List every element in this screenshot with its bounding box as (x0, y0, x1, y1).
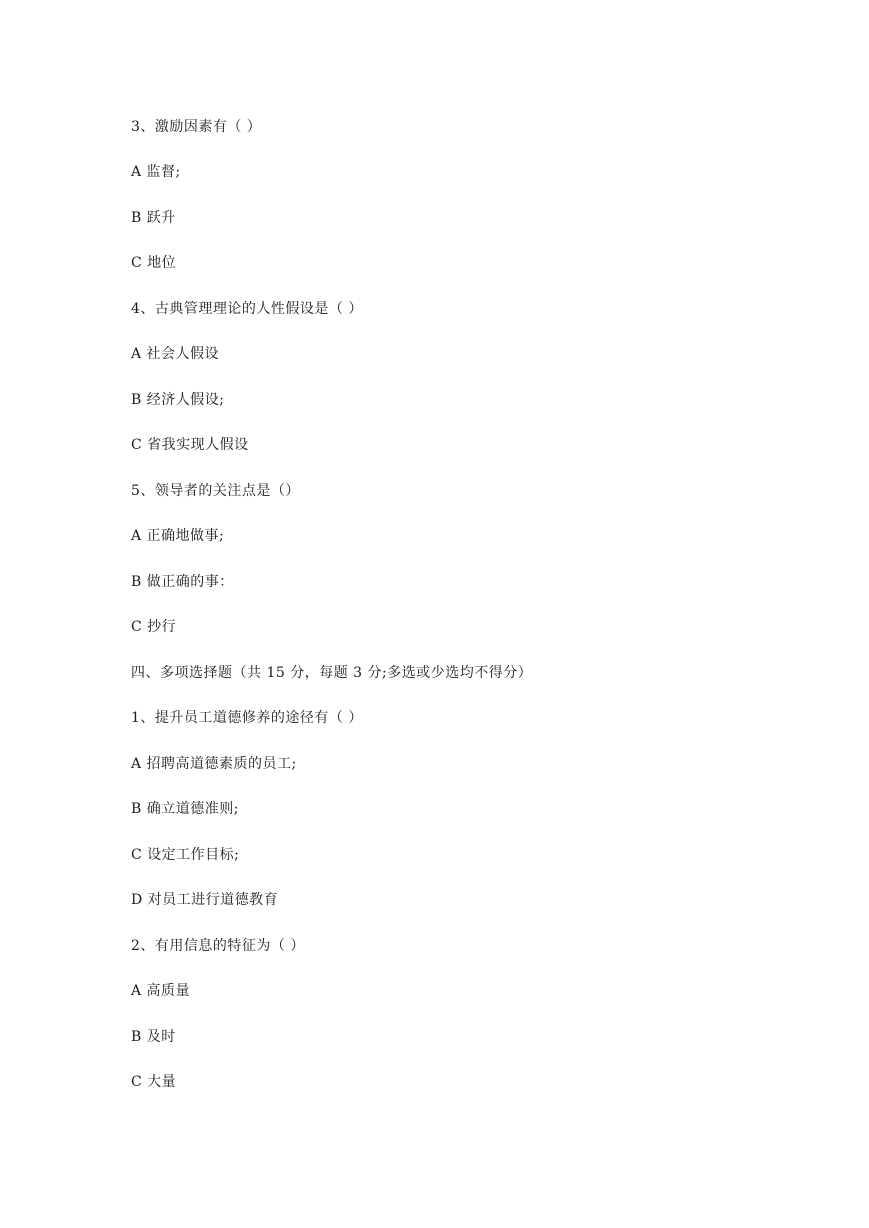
question-3: 3、激励因素有（ ） (131, 119, 262, 135)
mc2-option-a: A 高质量 (131, 983, 191, 999)
mc-question-1: 1、提升员工道德修养的途径有（ ） (131, 710, 363, 726)
mc2-option-c: C 大量 (131, 1074, 177, 1090)
question-5: 5、领导者的关注点是（） (131, 483, 300, 499)
q3-option-b: B 跃升 (131, 210, 176, 226)
q5-option-a: A 正确地做事; (131, 528, 225, 544)
q4-option-b: B 经济人假设; (131, 392, 225, 408)
mc1-option-a: A 招聘高道德素质的员工; (131, 756, 297, 772)
mc2-option-b: B 及时 (131, 1029, 176, 1045)
q5-option-b: B 做正确的事： (131, 574, 234, 590)
q3-option-a: A 监督; (131, 164, 181, 180)
question-4: 4、古典管理理论的人性假设是（ ） (131, 301, 363, 317)
q3-option-c: C 地位 (131, 255, 177, 271)
mc1-option-b: B 确立道德准则; (131, 801, 239, 817)
section-heading: 四、多项选择题（共 15 分，每题 3 分;多选或少选均不得分） (131, 665, 533, 681)
q4-option-a: A 社会人假设 (131, 346, 220, 362)
q4-option-c: C 省我实现人假设 (131, 437, 249, 453)
q5-option-c: C 抄行 (131, 619, 177, 635)
mc1-option-c: C 设定工作目标; (131, 847, 240, 863)
mc1-option-d: D 对员工进行道德教育 (131, 892, 279, 908)
mc-question-2: 2、有用信息的特征为（ ） (131, 938, 305, 954)
